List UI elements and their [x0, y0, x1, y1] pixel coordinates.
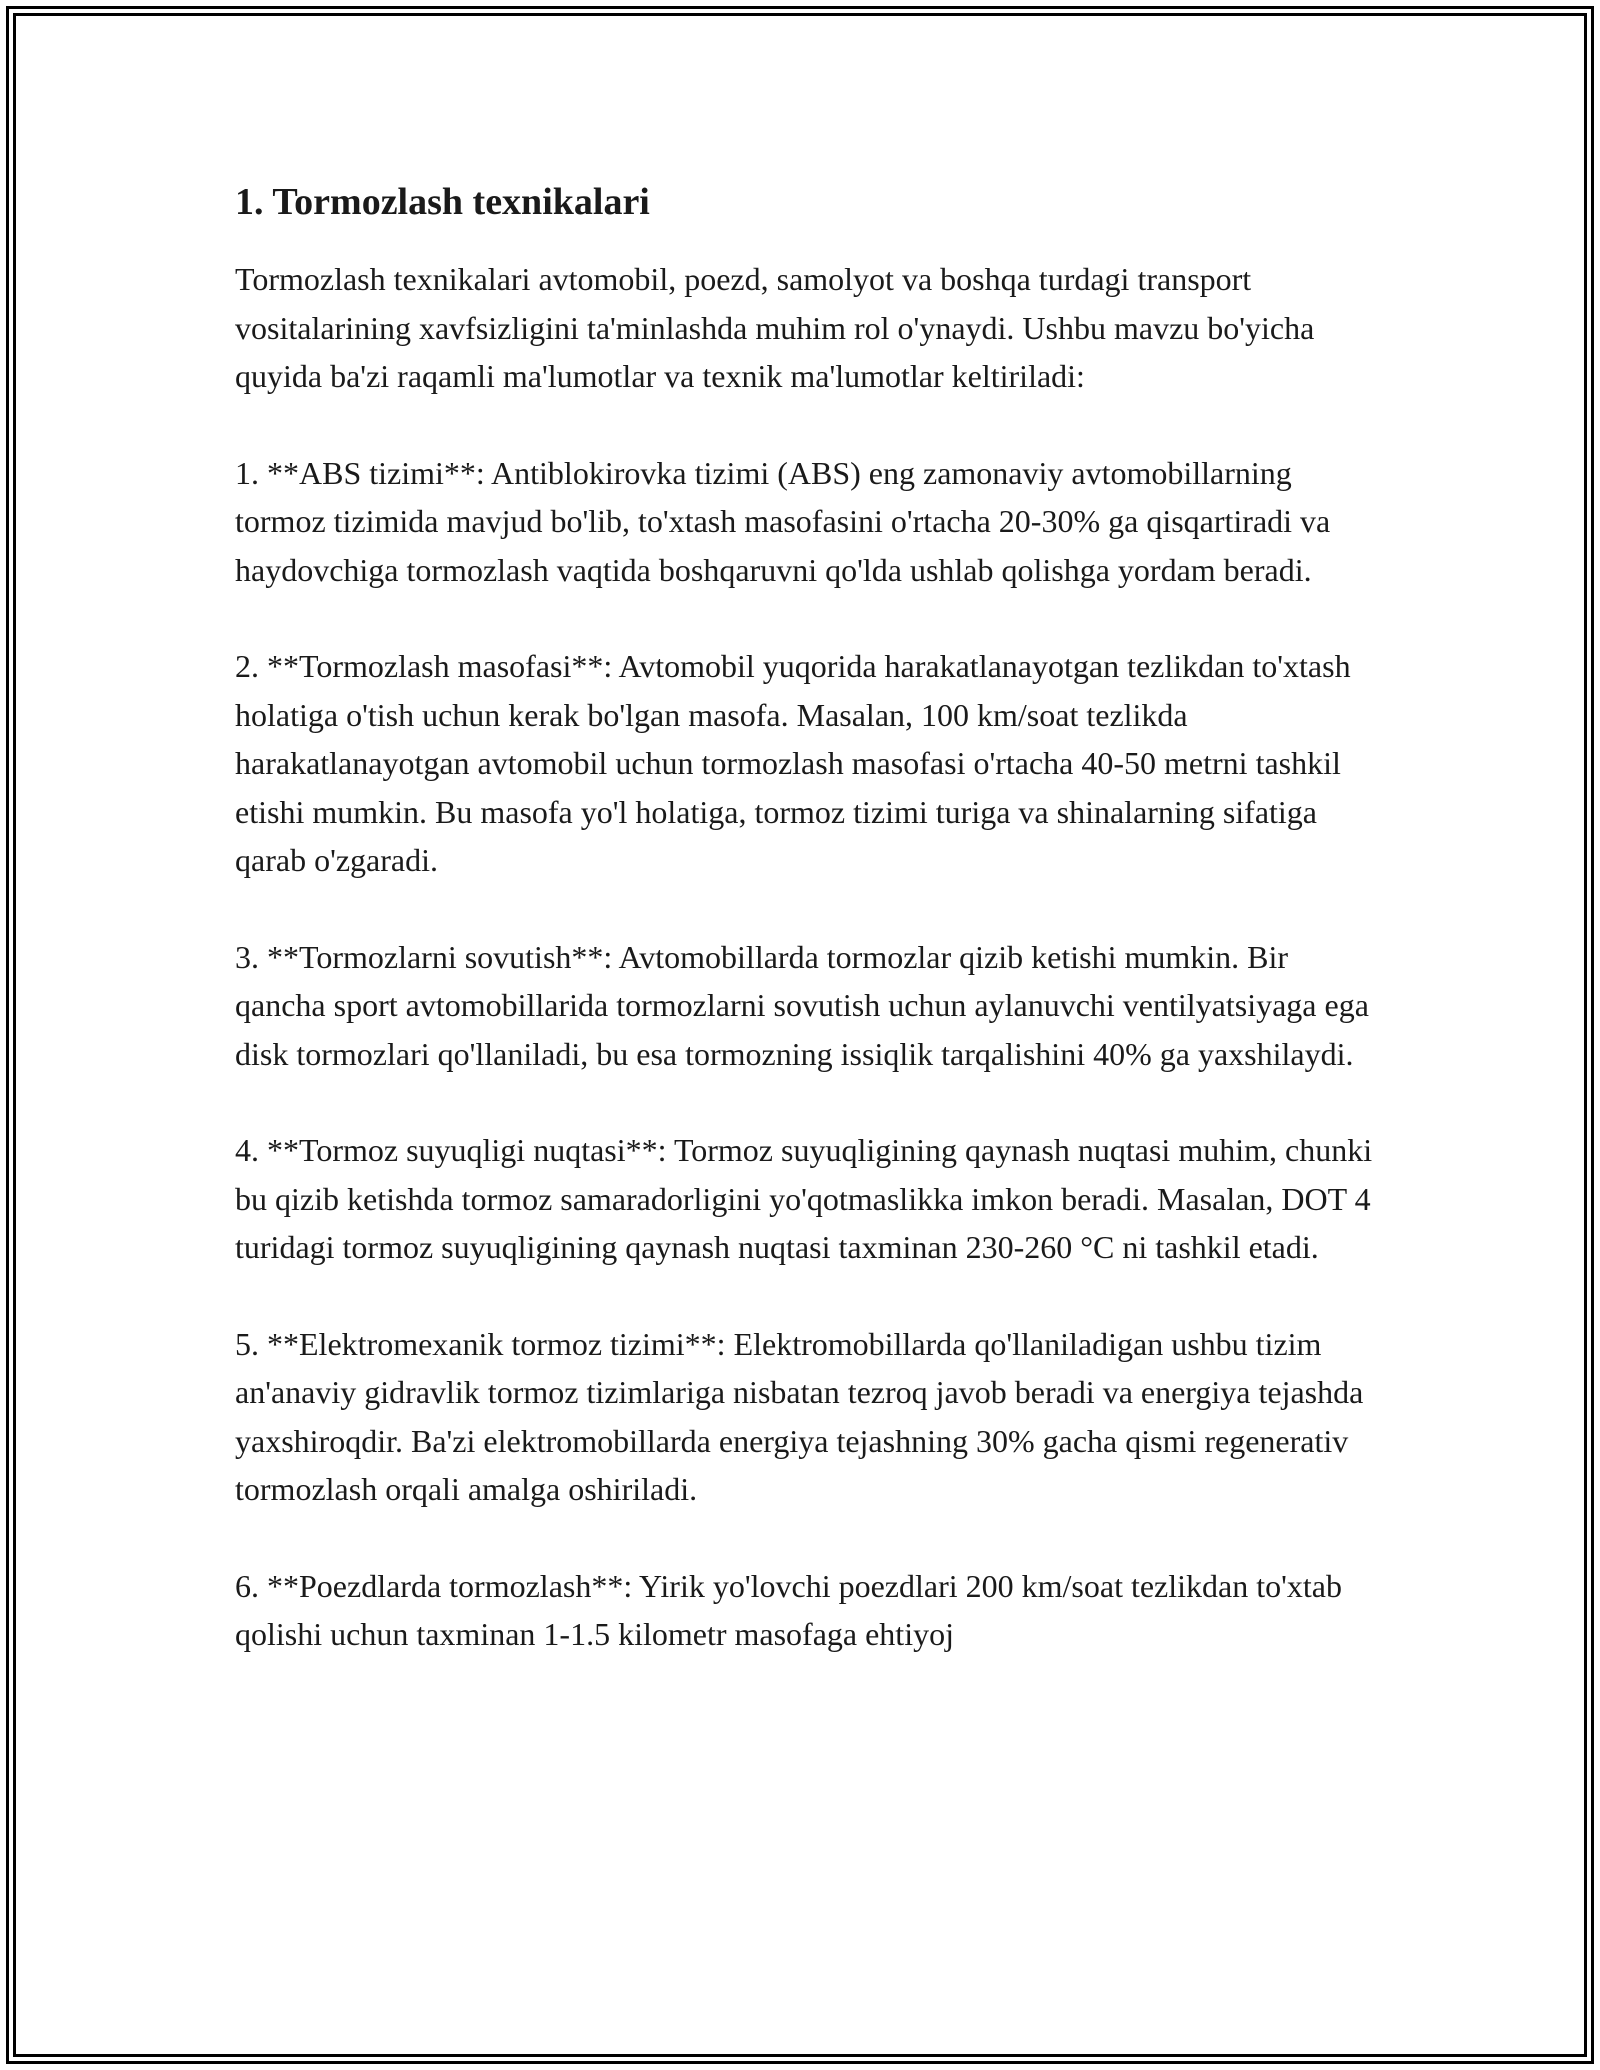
document-title: 1. Tormozlash texnikalari — [235, 181, 650, 223]
list-item-braking-distance: 2. **Tormozlash masofasi**: Avtomobil yuqorida harakatlanayotgan tezlikdan to'xtash holatiga o'tish uchun kerak bo'lgan masofa. Masalan, 100 km/soat tezlikda harakatlanayotgan avtomobil uchun tormozlash masofasi o'rtacha 40-50 metrni tashkil etishi mumkin. Bu masofa yo'l holatiga, tormoz tizimi turiga va shinalarning sifatiga qarab o'zgaradi. — [235, 648, 1351, 879]
intro-paragraph: Tormozlash texnikalari avtomobil, poezd, samolyot va boshqa turdagi transport vositalarining xavfsizligini ta'minlashda muhim rol o'ynaydi. Ushbu mavzu bo'yicha quyida ba'zi raqamli ma'lumotlar va texnik ma'lumotlar keltiriladi: — [235, 261, 1315, 395]
document-body — [235, 178, 1375, 1707]
list-item-abs: 1. **ABS tizimi**: Antiblokirovka tizimi (ABS) eng zamonaviy avtomobillarning tormoz tizimida mavjud bo'lib, to'xtash masofasini o'rtacha 20-30% ga qisqartiradi va haydovchiga tormozlash vaqtida boshqaruvni qo'lda ushlab qolishga yordam beradi. — [235, 454, 1331, 588]
list-item-brake-fluid: 4. **Tormoz suyuqligi nuqtasi**: Tormoz suyuqligining qaynash nuqtasi muhim, chunki bu qizib ketishda tormoz samaradorligini yo'qotmaslikka imkon beradi. Masalan, DOT 4 turidagi tormoz suyuqligining qaynash nuqtasi taxminan 230-260 °C ni tashkil etadi. — [235, 1132, 1373, 1266]
list-item-train-braking: 6. **Poezdlarda tormozlash**: Yirik yo'lovchi poezdlari 200 km/soat tezlikdan to'xtab qolishi uchun taxminan 1-1.5 kilometr masofaga ehtiyoj — [235, 1567, 1342, 1653]
list-item-electromechanical: 5. **Elektromexanik tormoz tizimi**: Elektromobillarda qo'llaniladigan ushbu tizim an'anaviy gidravlik tormoz tizimlariga nisbatan tezroq javob beradi va energiya tejashda yaxshiroqdir. Ba'zi elektromobillarda energiya tejashning 30% gacha qismi regenerativ tormozlash orqali amalga oshiriladi. — [235, 1325, 1364, 1508]
list-item-brake-cooling: 3. **Tormozlarni sovutish**: Avtomobillarda tormozlar qizib ketishi mumkin. Bir qancha sport avtomobillarida tormozlarni sovutish uchun aylanuvchi ventilyatsiyaga ega disk tormozlari qo'llaniladi, bu esa tormozning issiqlik tarqalishini 40% ga yaxshilaydi. — [235, 938, 1369, 1072]
